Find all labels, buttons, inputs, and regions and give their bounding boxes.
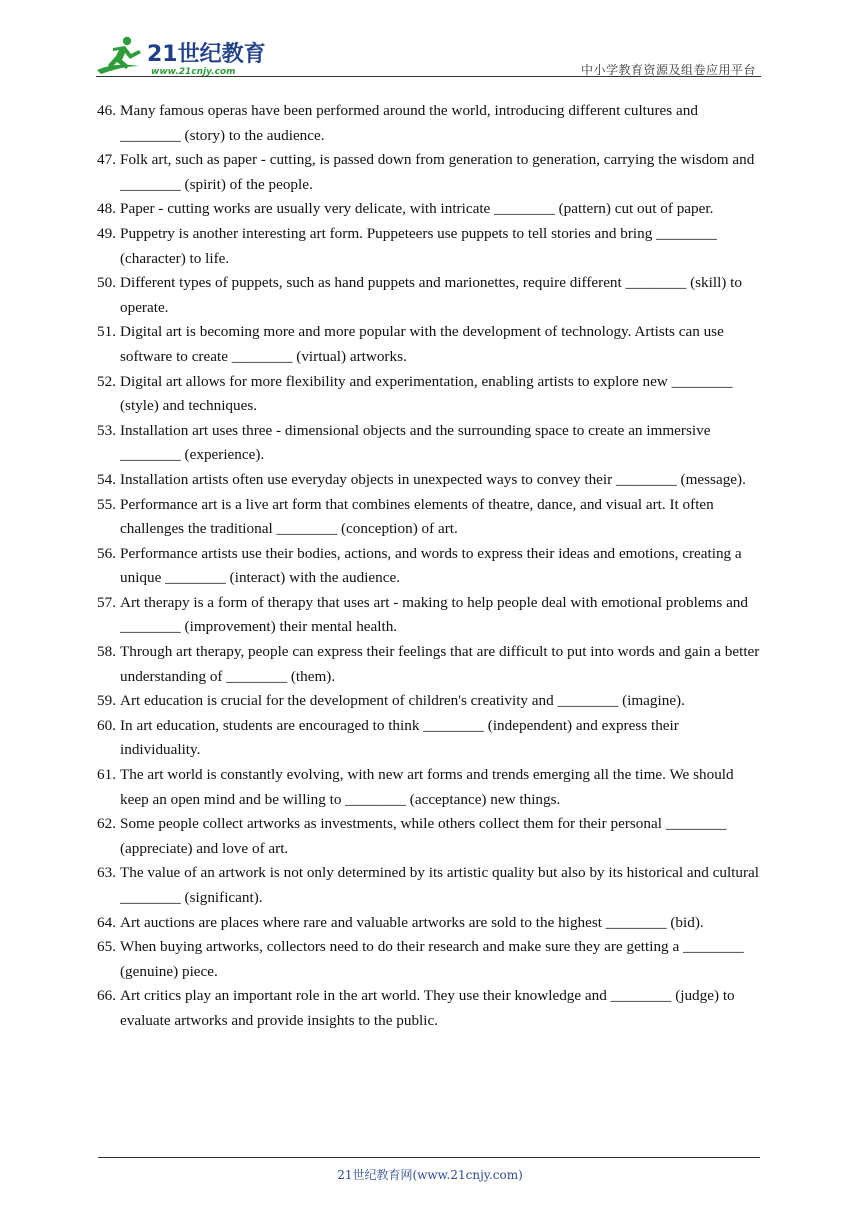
question-text: Performance artists use their bodies, actions, and words to express their ideas and emotions, creating a unique ________ (interact) with the audience. [120,544,742,587]
header-divider [96,76,761,77]
question-item [97,591,761,640]
question-text: Folk art, such as paper - cutting, is passed down from generation to generation, carrying the wisdom and ________ (spirit) of the people. [120,151,755,193]
question-text: Puppetry is another interesting art form. Puppeteers use puppets to tell stories and bring ________ (character) to life. [120,224,717,267]
question-item [97,99,761,148]
question-number: 66. [97,987,116,1005]
question-number: 49. [97,224,116,242]
footer-divider [98,1157,760,1158]
question-text: In art education, students are encouraged to think ________ (independent) and express their individuality. [120,716,679,759]
question-number: 61. [97,766,116,784]
question-item [97,468,761,493]
question-item [97,493,761,542]
question-item [97,320,761,369]
runner-icon [95,32,295,76]
question-item [97,419,761,468]
question-number: 48. [97,200,116,218]
question-text: Art auctions are places where rare and valuable artworks are sold to the highest ________ (bid). [120,913,704,931]
question-item [97,197,761,222]
question-list [97,99,761,1034]
question-number: 59. [97,692,116,710]
question-item [97,222,761,271]
question-number: 63. [97,864,116,882]
question-item [97,984,761,1033]
question-item [97,763,761,812]
question-number: 54. [97,470,116,488]
question-number: 47. [97,151,116,169]
question-number: 53. [97,421,116,439]
question-number: 46. [97,102,116,119]
question-number: 58. [97,643,116,661]
question-text: Digital art is becoming more and more popular with the development of technology. Artists can use software to create ________ (virtual) artworks. [120,323,724,365]
question-text: Installation art uses three - dimensional objects and the surrounding space to create an immersive ________ (experience). [120,421,711,464]
question-number: 65. [97,938,116,956]
question-text: Many famous operas have been performed around the world, introducing different cultures and ________ (story) to the audience. [120,102,698,144]
question-text: Art critics play an important role in the art world. They use their knowledge and ________ (judge) to evaluate artworks and provide insights to the public. [120,987,735,1029]
question-number: 56. [97,544,116,562]
question-number: 64. [97,913,116,931]
question-item [97,714,761,763]
question-number: 52. [97,372,116,390]
question-item [97,271,761,320]
question-text: Through art therapy, people can express their feelings that are difficult to put into words and gain a better understanding of ________ (them). [120,643,760,685]
question-text: Different types of puppets, such as hand puppets and marionettes, require different ________ (skill) to operate. [120,274,742,316]
platform-name: 中小学教育资源及组卷应用平台 [580,63,756,77]
question-text: Art education is crucial for the development of children's creativity and ________ (imagine). [120,692,685,710]
logo-main-text: 21世纪教育 [147,42,266,67]
question-number: 51. [97,323,116,341]
question-item [97,812,761,861]
question-number: 50. [97,274,116,292]
footer-text: 21世纪教育网(www.21cnjy.com) [337,1168,523,1182]
question-text: The value of an artwork is not only determined by its artistic quality but also by its historical and cultural ________ (significant). [120,864,759,906]
question-item [97,542,761,591]
question-item [97,689,761,714]
question-number: 55. [97,495,116,513]
page-header [95,30,760,78]
question-text: Some people collect artworks as investments, while others collect them for their personal ________ (appreciate) and love of art. [120,815,727,857]
question-number: 60. [97,716,116,734]
question-text: Performance art is a live art form that combines elements of theatre, dance, and visual art. It often challenges the traditional ________ (conception) of art. [120,495,714,538]
question-text: When buying artworks, collectors need to do their research and make sure they are getting a ________ (genuine) piece. [120,938,744,980]
question-item [97,911,761,936]
brand-logo [95,32,295,76]
question-text: Digital art allows for more flexibility and experimentation, enabling artists to explore new ________ (style) and techniques. [120,372,733,415]
question-text: Installation artists often use everyday objects in unexpected ways to convey their ________ (message). [120,470,746,488]
question-number: 57. [97,593,116,611]
question-item [97,370,761,419]
question-item [97,148,761,197]
question-text: The art world is constantly evolving, with new art forms and trends emerging all the time. We should keep an open mind and be willing to ________ (acceptance) new things. [120,766,734,808]
question-item [97,861,761,910]
logo-url-text: www.21cnjy.com [151,67,236,76]
question-item [97,935,761,984]
question-number: 62. [97,815,116,833]
question-item [97,640,761,689]
question-text: Art therapy is a form of therapy that uses art - making to help people deal with emotional problems and ________ (improvement) their mental health. [120,593,748,636]
question-text: Paper - cutting works are usually very delicate, with intricate ________ (pattern) cut out of paper. [120,200,714,218]
